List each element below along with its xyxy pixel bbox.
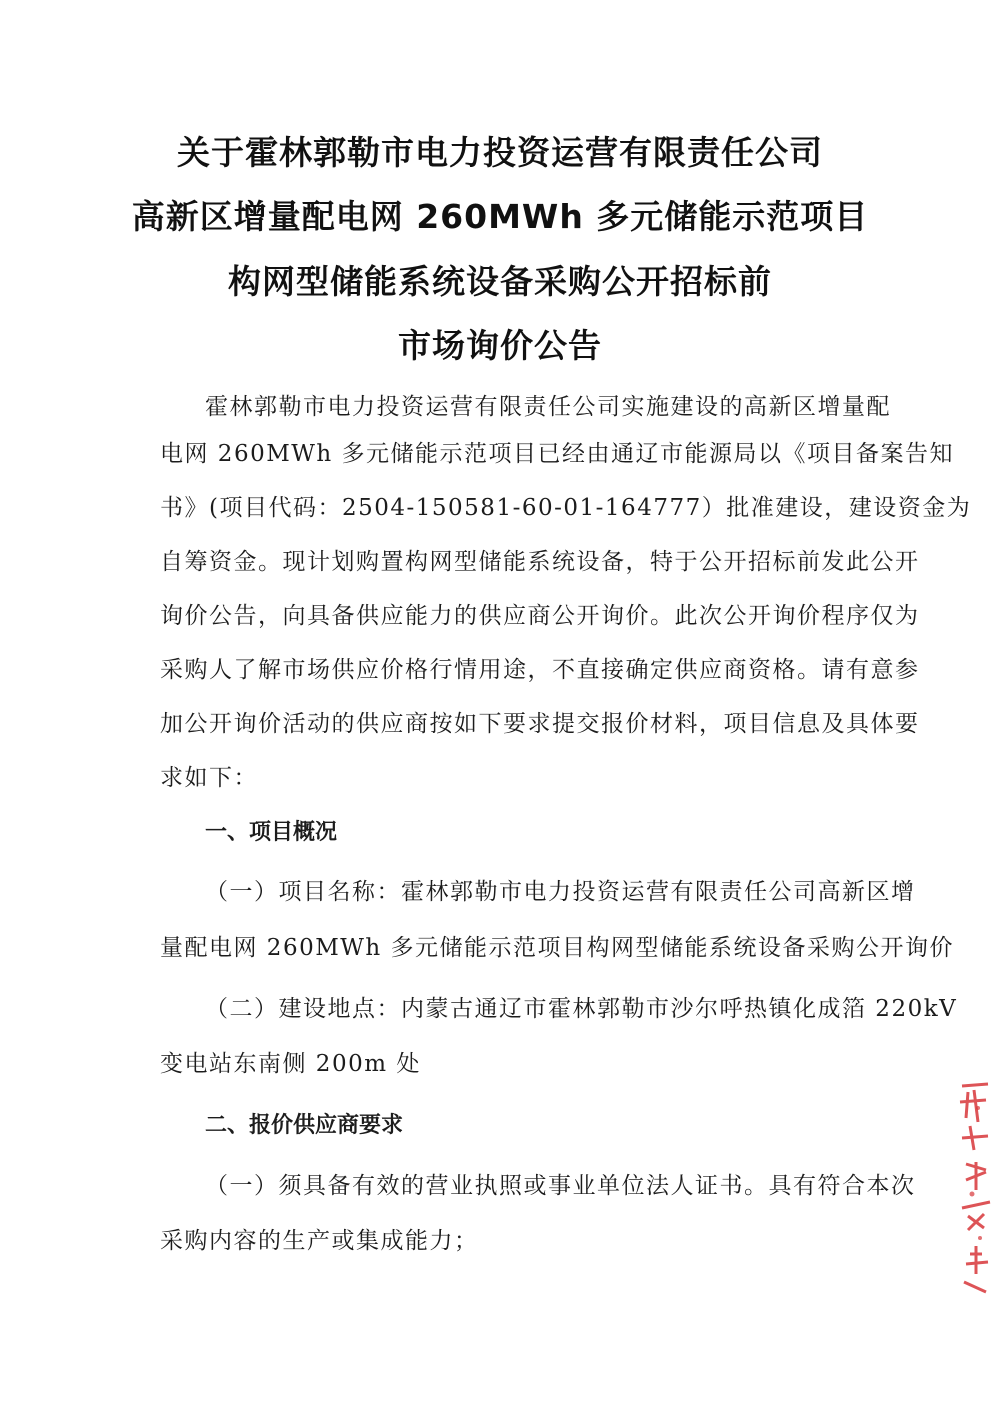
- title-line-1: 关于霍林郭勒市电力投资运营有限责任公司: [177, 133, 823, 172]
- intro-line: 电网 260MWh 多元储能示范项目已经由通辽市能源局以《项目备案告知: [160, 441, 955, 467]
- intro-line: 求如下：: [160, 765, 258, 791]
- section1-item2-line: （二）建设地点：内蒙古通辽市霍林郭勒市沙尔呼热镇化成箔 220kV: [205, 996, 958, 1022]
- intro-line: 自筹资金。现计划购置构网型储能系统设备，特于公开招标前发此公开: [160, 549, 920, 575]
- section1-item2-line: 变电站东南侧 200m 处: [160, 1051, 421, 1077]
- title-line-4: 市场询价公告: [398, 326, 602, 365]
- section1-item1-line: （一）项目名称：霍林郭勒市电力投资运营有限责任公司高新区增: [205, 879, 916, 905]
- intro-line: 询价公告，向具备供应能力的供应商公开询价。此次公开询价程序仅为: [160, 603, 920, 629]
- seal-stamp-fragment: [948, 1078, 994, 1306]
- title-line-3: 构网型储能系统设备采购公开招标前: [228, 262, 772, 301]
- section2-item1-line: （一）须具备有效的营业执照或事业单位法人证书。具有符合本次: [205, 1173, 916, 1199]
- section-heading-1: 一、项目概况: [205, 820, 338, 845]
- section-heading-2: 二、报价供应商要求: [205, 1113, 404, 1138]
- intro-line: 霍林郭勒市电力投资运营有限责任公司实施建设的高新区增量配: [205, 394, 891, 420]
- title-line-2: 高新区增量配电网 260MWh 多元储能示范项目: [131, 197, 869, 236]
- intro-line: 加公开询价活动的供应商按如下要求提交报价材料，项目信息及具体要: [160, 711, 920, 737]
- intro-line: 书》(项目代码：2504-150581-60-01-164777）批准建设，建设资金为: [160, 495, 972, 521]
- section2-item1-line: 采购内容的生产或集成能力；: [160, 1228, 479, 1254]
- intro-line: 采购人了解市场供应价格行情用途，不直接确定供应商资格。请有意参: [160, 657, 920, 683]
- section1-item1-line: 量配电网 260MWh 多元储能示范项目构网型储能系统设备采购公开询价: [160, 935, 955, 961]
